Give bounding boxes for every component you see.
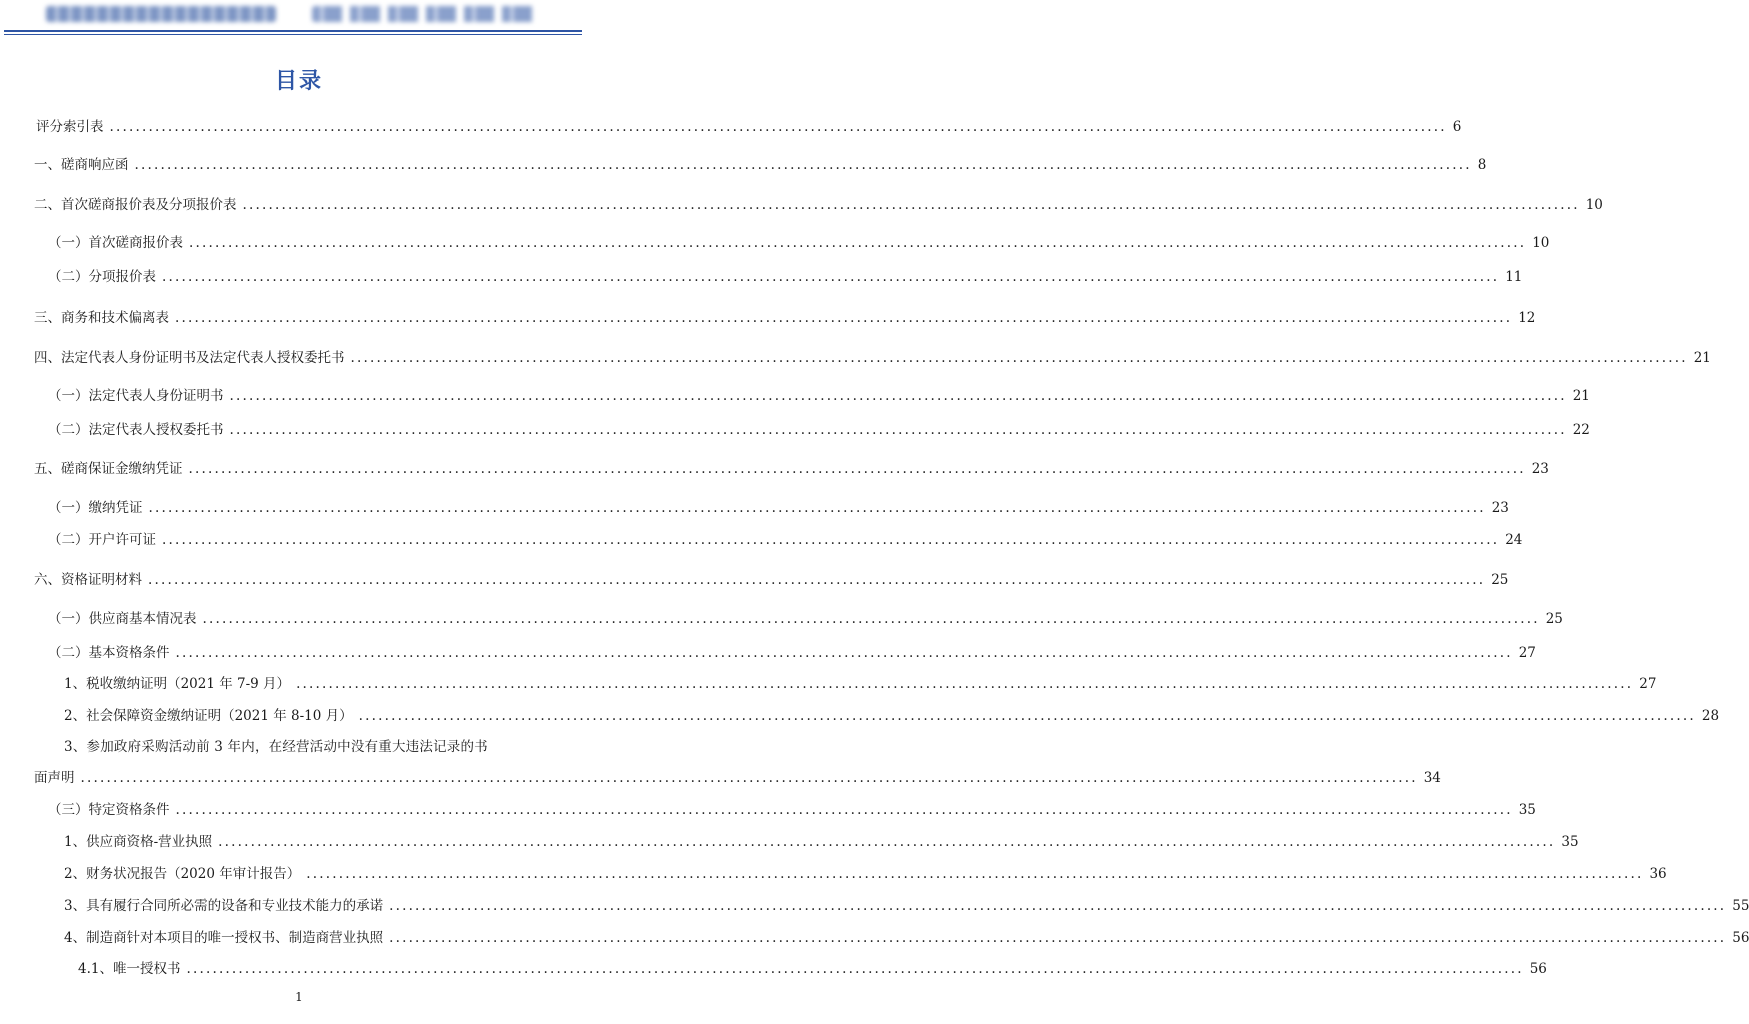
toc-dot-leader: .............................................................................................................................................................................................................. [162,269,1500,285]
toc-dot-leader: .............................................................................................................................................................................................................. [188,461,1526,477]
toc-item-page: 23 [1531,461,1549,477]
redacted-contact-info [312,6,540,22]
toc-item-page: 11 [1505,269,1523,285]
toc-dot-leader: .............................................................................................................................................................................................................. [80,770,1418,786]
toc-title: 目录 [274,69,323,94]
toc-item-text: 六、资格证明材料 [34,572,142,588]
toc-dot-leader: .............................................................................................................................................................................................................. [148,572,1486,588]
toc-item-page: 22 [1572,422,1590,438]
toc-item[interactable] [34,767,1441,789]
toc-item-text: （一）供应商基本情况表 [48,611,197,627]
toc-item-text: 五、磋商保证金缴纳凭证 [34,461,183,477]
toc-item-text: 评分索引表 [36,119,104,135]
toc-item-text: 2、社会保障资金缴纳证明（2021 年 8-10 月） [64,708,353,724]
toc-item[interactable] [48,799,1536,821]
toc-item-text: （一）缴纳凭证 [48,500,143,516]
toc-dot-leader: .............................................................................................................................................................................................................. [306,866,1644,882]
toc-item[interactable] [48,642,1536,664]
toc-dot-leader: .............................................................................................................................................................................................................. [162,532,1500,548]
toc-item-text: （二）开户许可证 [48,532,156,548]
toc-item-text: （一）法定代表人身份证明书 [48,388,224,404]
header-rule-thick [4,30,582,32]
toc-item[interactable] [48,497,1509,519]
toc-item-text: （二）基本资格条件 [48,645,170,661]
toc-dot-leader: .............................................................................................................................................................................................................. [175,645,1513,661]
toc-item-text: 4.1、唯一授权书 [78,961,181,977]
toc-item-text: 四、法定代表人身份证明书及法定代表人授权委托书 [34,350,345,366]
toc-dot-leader: .............................................................................................................................................................................................................. [148,500,1486,516]
toc-dot-leader: .............................................................................................................................................................................................................. [218,834,1556,850]
redacted-company-name [46,6,276,22]
toc-item-page: 56 [1529,961,1547,977]
page-number: 1 [295,990,303,1004]
toc-item[interactable] [64,705,1720,727]
toc-item[interactable] [48,266,1523,288]
toc-item-page: 21 [1693,350,1711,366]
toc-item[interactable] [64,863,1667,885]
toc-dot-leader: .............................................................................................................................................................................................................. [358,708,1696,724]
toc-item-text: 1、税收缴纳证明（2021 年 7-9 月） [64,676,291,692]
toc-item-page: 8 [1477,157,1487,173]
toc-item[interactable] [34,194,1603,216]
toc-item[interactable] [64,831,1579,853]
toc-item[interactable] [34,347,1711,369]
toc-item[interactable] [48,385,1590,407]
toc-item[interactable] [64,927,1749,949]
toc-dot-leader: .............................................................................................................................................................................................................. [350,350,1688,366]
toc-item-page: 28 [1701,708,1720,724]
toc-item-page: 25 [1491,572,1509,588]
toc-item-text: （二）分项报价表 [48,269,156,285]
toc-item-page: 35 [1561,834,1579,850]
toc-dot-leader: .............................................................................................................................................................................................................. [109,119,1447,135]
toc-item[interactable] [34,458,1549,480]
toc-item-page: 34 [1423,770,1441,786]
toc-item[interactable] [64,895,1749,917]
toc-item-page: 24 [1505,532,1523,548]
toc-dot-leader: .............................................................................................................................................................................................................. [175,802,1513,818]
toc-item-page: 55 [1732,898,1749,914]
toc-dot-leader: .............................................................................................................................................................................................................. [229,388,1567,404]
toc-item[interactable] [48,419,1590,441]
toc-item[interactable] [34,154,1487,176]
toc-item[interactable] [48,232,1550,254]
toc-item[interactable] [36,116,1462,138]
toc-dot-leader: .............................................................................................................................................................................................................. [175,310,1513,326]
toc-item-page: 25 [1545,611,1563,627]
toc-dot-leader: .............................................................................................................................................................................................................. [189,235,1527,251]
header-rule-thin [4,34,582,35]
toc-dot-leader: .............................................................................................................................................................................................................. [389,930,1727,946]
toc-dot-leader: .............................................................................................................................................................................................................. [296,676,1634,692]
toc-item[interactable] [34,307,1536,329]
toc-item-text: 4、制造商针对本项目的唯一授权书、制造商营业执照 [64,930,384,946]
toc-item-page: 6 [1452,119,1462,135]
toc-item-page: 10 [1585,197,1603,213]
toc-item-page: 36 [1649,866,1667,882]
toc-item-text: 三、商务和技术偏离表 [34,310,169,326]
toc-item[interactable] [64,673,1657,695]
toc-item-page: 27 [1518,645,1536,661]
toc-item-page: 23 [1491,500,1509,516]
toc-item-page: 12 [1518,310,1536,326]
toc-item-text: （二）法定代表人授权委托书 [48,422,224,438]
toc-item-wrapped-line[interactable] [64,736,488,758]
toc-item[interactable] [34,569,1509,591]
toc-item-page: 21 [1572,388,1590,404]
toc-dot-leader: .............................................................................................................................................................................................................. [389,898,1727,914]
toc-item-text: 二、首次磋商报价表及分项报价表 [34,197,237,213]
toc-item-text: 1、供应商资格-营业执照 [64,834,213,850]
toc-item-text: 3、具有履行合同所必需的设备和专业技术能力的承诺 [64,898,384,914]
toc-item-page: 35 [1518,802,1536,818]
toc-item[interactable] [78,958,1547,980]
toc-dot-leader: .............................................................................................................................................................................................................. [202,611,1540,627]
toc-item[interactable] [48,529,1523,551]
toc-item-text: （三）特定资格条件 [48,802,170,818]
toc-item[interactable] [48,608,1563,630]
page-header [0,0,598,40]
toc-dot-leader: .............................................................................................................................................................................................................. [134,157,1472,173]
toc-item-text: 2、财务状况报告（2020 年审计报告） [64,866,301,882]
toc-item-page: 10 [1532,235,1550,251]
toc-dot-leader: .............................................................................................................................................................................................................. [186,961,1524,977]
toc-item-page: 27 [1639,676,1657,692]
toc-item-text: 一、磋商响应函 [34,157,129,173]
toc-item-text: 3、参加政府采购活动前 3 年内，在经营活动中没有重大违法记录的书 [64,739,488,755]
toc-item-text: （一）首次磋商报价表 [48,235,183,251]
toc-dot-leader: .............................................................................................................................................................................................................. [229,422,1567,438]
toc-dot-leader: .............................................................................................................................................................................................................. [242,197,1580,213]
toc-item-page: 56 [1732,930,1749,946]
toc-item-text: 面声明 [34,770,75,786]
